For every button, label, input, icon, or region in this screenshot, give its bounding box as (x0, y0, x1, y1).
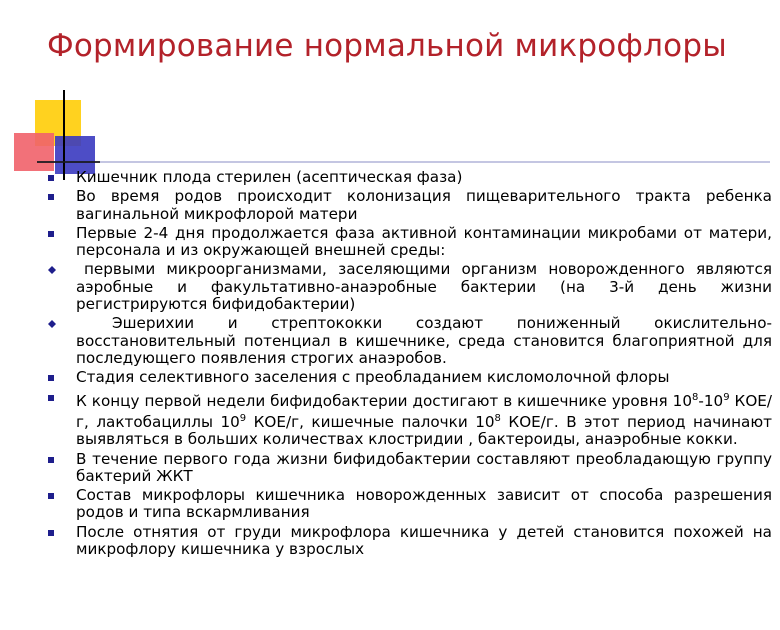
square-bullet-icon (48, 457, 54, 463)
list-item: Состав микрофлоры кишечника новорожденных зависит от способа разрешения родов и типа вскармливания (48, 487, 772, 522)
diamond-bullet-icon (48, 266, 56, 274)
square-bullet-icon (48, 375, 54, 381)
square-bullet-icon (48, 194, 54, 200)
list-item: К концу первой недели бифидобактерии достигают в кишечнике уровня $10^8-10^9$ КОЕ/г, лактобациллы $10^9$ КОЕ/г, кишечные палочки $10^8$ КОЕ/г. В этот период начинают выявляться в больших количествах клостридии , бактероиды, анаэробные кокки. (48, 389, 772, 449)
diamond-bullet-icon (48, 320, 56, 328)
list-item: Эшерихии и стрептококки создают пониженный окислительно-восстановительный потенциал в кишечнике, среда становится благоприятной для последующего появления строгих анаэробов. (48, 315, 772, 367)
list-item: В течение первого года жизни бифидобактерии составляют преобладающую группу бактерий ЖКТ (48, 451, 772, 486)
square-bullet-icon (48, 231, 54, 237)
bullet-list (48, 169, 772, 560)
deco-red-square (14, 133, 54, 171)
square-bullet-icon (48, 395, 54, 401)
list-item: Кишечник плода стерилен (асептическая фаза) (48, 169, 772, 186)
square-bullet-icon (48, 530, 54, 536)
square-bullet-icon (48, 175, 54, 181)
list-item: первыми микроорганизмами, заселяющими организм новорожденного являются аэробные и факультативно-анаэробные бактерии (на 3-й день жизни регистрируются бифидобактерии) (48, 261, 772, 313)
decorative-corner-graphic (0, 90, 780, 180)
list-item: Во время родов происходит колонизация пищеварительного тракта ребенка вагинальной микрофлорой матери (48, 188, 772, 223)
slide-title: Формирование нормальной микрофлоры (47, 28, 727, 64)
list-item: Стадия селективного заселения с преобладанием кисломолочной флоры (48, 369, 772, 386)
list-item: После отнятия от груди микрофлора кишечника у детей становится похожей на микрофлору кишечника у взрослых (48, 524, 772, 559)
square-bullet-icon (48, 493, 54, 499)
list-item: Первые 2-4 дня продолжается фаза активной контаминации микробами от матери, персонала и из окружающей внешней среды: (48, 225, 772, 260)
